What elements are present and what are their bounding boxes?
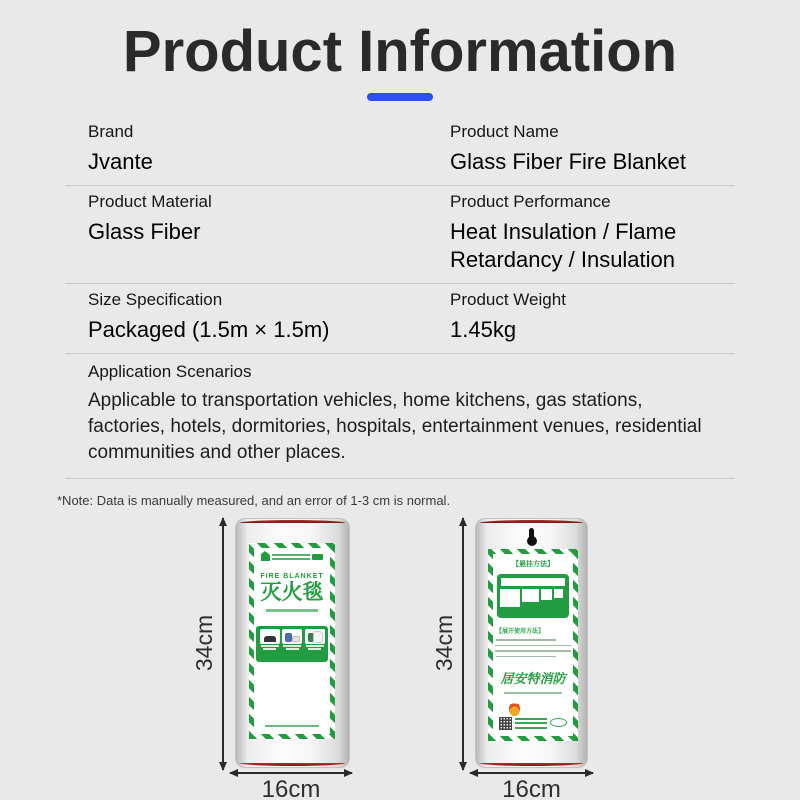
label-chinese-title: 灭火毯 — [260, 581, 324, 604]
spec-value: Heat Insulation / Flame Retardancy / Insulation — [450, 219, 677, 272]
instruction-panel — [259, 629, 280, 659]
package-front-label — [249, 543, 335, 739]
usage-instruction-banner — [256, 626, 328, 662]
unfold-method-heading: 【展开使用方法】 — [496, 629, 545, 635]
label-subtitle-line — [266, 609, 318, 612]
brand-script-text: 居安特消防 — [500, 671, 566, 686]
spec-row-size-weight — [65, 284, 735, 354]
spec-value: Jvante — [88, 149, 153, 174]
header-text-lines — [272, 554, 310, 560]
spec-row-application — [65, 354, 735, 479]
spec-label: Product Material — [88, 192, 212, 211]
label-english-title: FIRE BLANKET — [260, 573, 324, 580]
spec-value: Glass Fiber Fire Blanket — [450, 149, 686, 174]
instruction-text-line — [496, 656, 556, 658]
mascot-icon — [509, 702, 520, 716]
red-bottom-edge — [240, 763, 345, 766]
spec-cell-application — [65, 362, 735, 466]
package-front-box — [235, 518, 350, 768]
label-header — [261, 552, 323, 561]
height-dimension-label: 34cm — [431, 614, 457, 672]
width-arrow — [230, 772, 352, 774]
spec-label: Product Performance — [450, 192, 611, 211]
spec-label: Brand — [88, 122, 134, 141]
spec-cell-performance — [450, 192, 735, 274]
red-top-edge — [480, 520, 583, 523]
spec-cell-product-name — [450, 122, 735, 176]
package-back-box — [475, 518, 588, 768]
spec-cell-weight — [450, 290, 735, 344]
page-title: Product Information — [122, 19, 678, 84]
spec-value: Packaged (1.5m × 1.5m) — [88, 317, 330, 342]
package-back-label — [488, 549, 578, 741]
width-arrow — [470, 772, 593, 774]
instruction-panel — [282, 629, 303, 659]
instruction-text-line — [496, 639, 556, 641]
spec-cell-size — [65, 290, 450, 344]
spec-value: 1.45kg — [450, 317, 517, 342]
package-figures — [0, 518, 800, 800]
measurement-note: *Note: Data is manually measured, and an error of 1-3 cm is normal. — [57, 493, 451, 508]
wall-mount-keyhole — [529, 528, 534, 540]
width-dimension-label: 16cm — [261, 776, 321, 800]
brand-tagline-line — [504, 692, 562, 694]
title-underline — [367, 93, 433, 101]
contact-block — [499, 717, 567, 730]
spec-label: Product Name — [450, 122, 559, 141]
spec-cell-material — [65, 192, 450, 274]
spec-label: Product Weight — [450, 290, 566, 309]
application-text: Applicable to transportation vehicles, home kitchens, gas stations, factories, hotels, dormitories, hospitals, entertainment venues, residential communities and other places. — [88, 390, 702, 463]
spec-value: Glass Fiber — [88, 219, 201, 244]
spec-row-brand-name — [65, 116, 735, 186]
spec-row-material-performance — [65, 186, 735, 284]
spec-table — [65, 116, 735, 479]
cert-badge — [312, 554, 323, 560]
height-arrow — [222, 518, 224, 770]
contact-text-lines — [515, 717, 547, 729]
instruction-panel — [304, 629, 325, 659]
width-dimension-label: 16cm — [502, 776, 561, 800]
spec-label: Application Scenarios — [88, 362, 252, 381]
qr-code — [499, 717, 512, 730]
hang-instruction-diagram — [497, 574, 569, 618]
house-logo-icon — [261, 555, 270, 561]
manufacturer-line — [265, 725, 319, 728]
height-dimension-label: 34cm — [191, 614, 217, 672]
stamp-oval — [550, 718, 567, 727]
red-bottom-edge — [480, 763, 583, 766]
instruction-text-line — [495, 645, 571, 647]
spec-label: Size Specification — [88, 290, 223, 309]
height-arrow — [462, 518, 464, 770]
hang-method-heading: 【悬挂方法】 — [512, 561, 554, 568]
instruction-text-line — [495, 650, 571, 652]
red-top-edge — [240, 520, 345, 523]
spec-cell-brand — [65, 122, 450, 176]
